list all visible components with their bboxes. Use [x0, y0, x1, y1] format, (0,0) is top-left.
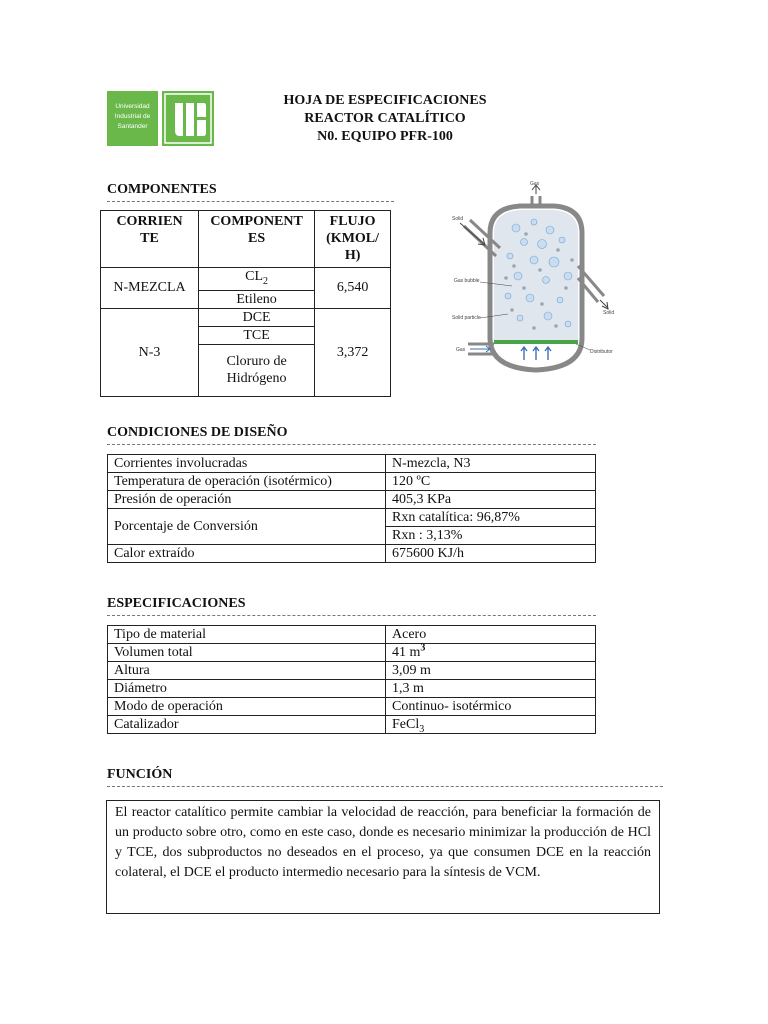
- header-subtitle: REACTOR CATALÍTICO: [304, 111, 466, 126]
- component-cell: $CL_2$: [199, 268, 315, 291]
- spec-label: Volumen total: [108, 644, 386, 662]
- equipment-number: N0. EQUIPO PFR-100: [317, 129, 453, 144]
- spec-label: Diámetro: [108, 680, 386, 698]
- university-logo: [107, 91, 214, 146]
- componentes-heading: COMPONENTES: [107, 182, 217, 197]
- heading-underline: [107, 615, 596, 616]
- condition-value: Rxn catalítica: 96,87%: [386, 509, 596, 527]
- col-header-flujo: FLUJO (KMOL/ H): [315, 211, 391, 268]
- spec-value: Continuo- isotérmico: [386, 698, 596, 716]
- col-header-corriente: CORRIEN TE: [101, 211, 199, 268]
- svg-text:Distributor: Distributor: [590, 349, 613, 355]
- col-header-componentes: COMPONENT ES: [199, 211, 315, 268]
- condition-value: 675600 KJ/h: [386, 545, 596, 563]
- spec-value: Acero: [386, 626, 596, 644]
- heading-underline: [107, 444, 596, 445]
- condition-label: Presión de operación: [108, 491, 386, 509]
- header-title: HOJA DE ESPECIFICACIONES: [283, 93, 487, 108]
- component-cell: Etileno: [199, 290, 315, 308]
- svg-text:Gas bubble: Gas bubble: [454, 278, 480, 284]
- funcion-heading: FUNCIÓN: [107, 767, 173, 782]
- svg-text:Solid: Solid: [452, 216, 464, 222]
- spec-value: FeCl$_3$: [386, 716, 596, 734]
- condition-label: Calor extraído: [108, 545, 386, 563]
- svg-text:Gas: Gas: [456, 347, 466, 353]
- spec-value: 1,3 m: [386, 680, 596, 698]
- svg-text:Santander: Santander: [117, 123, 148, 130]
- component-cell: Cloruro de Hidrógeno: [199, 344, 315, 396]
- flow-value: 3,372: [315, 308, 391, 396]
- svg-text:Gas: Gas: [530, 181, 540, 187]
- spec-label: Catalizador: [108, 716, 386, 734]
- heading-underline: [107, 201, 394, 202]
- svg-text:Solid particle: Solid particle: [452, 315, 481, 321]
- spec-label: Modo de operación: [108, 698, 386, 716]
- flow-value: 6,540: [315, 268, 391, 309]
- condition-label: Temperatura de operación (isotérmico): [108, 473, 386, 491]
- spec-label: Tipo de material: [108, 626, 386, 644]
- components-table: [100, 210, 391, 397]
- specifications-table: [107, 625, 596, 734]
- svg-text:Solid: Solid: [603, 310, 615, 316]
- especificaciones-heading: ESPECIFICACIONES: [107, 596, 246, 611]
- spec-value: 3,09 m: [386, 662, 596, 680]
- heading-underline: [107, 786, 663, 787]
- stream-name: N-3: [101, 308, 199, 396]
- condition-value: Rxn : 3,13%: [386, 527, 596, 545]
- condition-label: Porcentaje de Conversión: [108, 509, 386, 545]
- reactor-diagram: [450, 178, 620, 378]
- spec-value: 41 $m^3$: [386, 644, 596, 662]
- spec-label: Altura: [108, 662, 386, 680]
- svg-text:Universidad: Universidad: [115, 103, 150, 110]
- condition-value: 405,3 KPa: [386, 491, 596, 509]
- function-description: El reactor catalítico permite cambiar la velocidad de reacción, para beneficiar la formación de un producto sobre otro, como en este caso, donde es necesario minimizar la producción de HCl y TCE, dos subproductos no deseados en el proceso, ya que consumen DCE en la reacción colateral, el DCE el producto intermedio necesario para la síntesis de VCM.: [106, 800, 660, 914]
- condition-value: 120 ºC: [386, 473, 596, 491]
- svg-text:Industrial de: Industrial de: [114, 113, 151, 120]
- design-conditions-table: [107, 454, 596, 563]
- component-cell: TCE: [199, 326, 315, 344]
- condition-value: N-mezcla, N3: [386, 455, 596, 473]
- component-cell: DCE: [199, 308, 315, 326]
- condiciones-heading: CONDICIONES DE DISEÑO: [107, 425, 288, 440]
- condition-label: Corrientes involucradas: [108, 455, 386, 473]
- stream-name: N-MEZCLA: [101, 268, 199, 309]
